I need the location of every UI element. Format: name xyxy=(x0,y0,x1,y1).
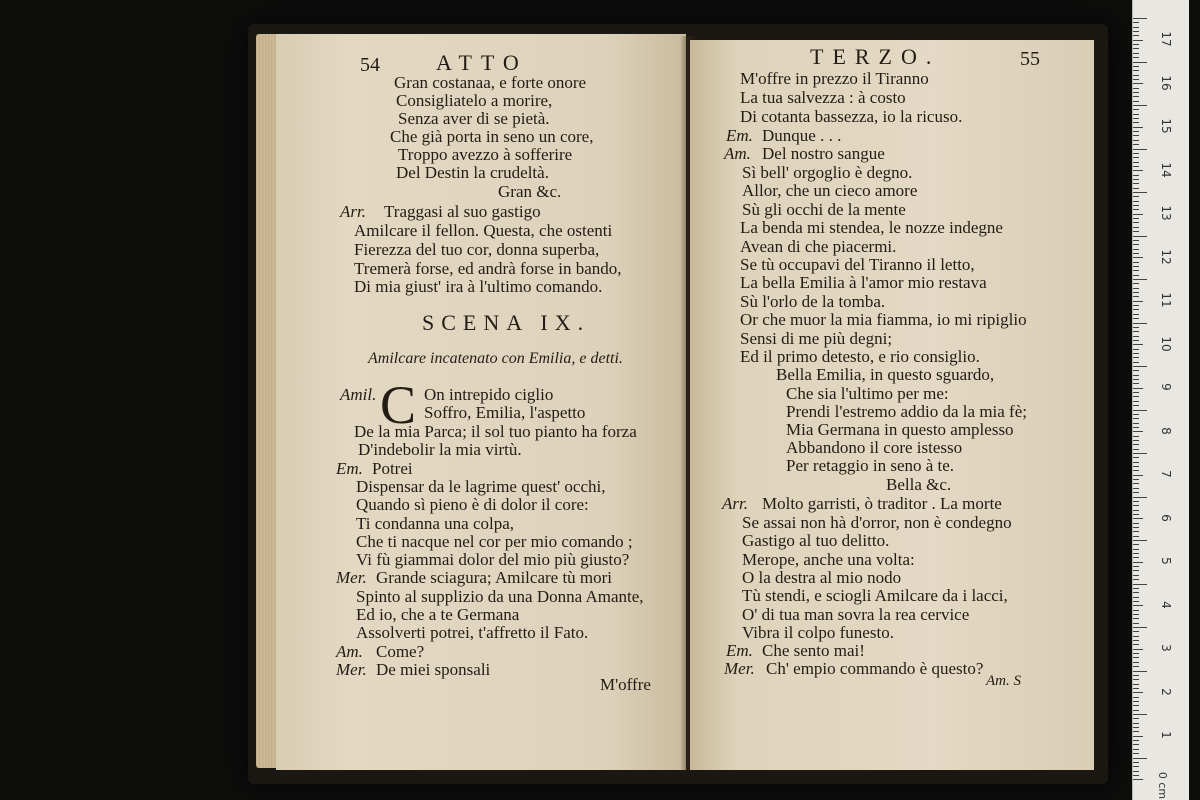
verse-line: Fierezza del tuo cor, donna superba, xyxy=(354,240,600,259)
dialogue-line: Ti condanna una colpa, xyxy=(356,514,515,533)
page-edges xyxy=(256,34,278,768)
dialogue-line: Bella &c. xyxy=(886,475,952,494)
ruler-tick xyxy=(1133,205,1139,206)
ruler-tick xyxy=(1133,610,1139,611)
ruler-tick xyxy=(1133,318,1139,319)
dialogue-line: Vi fù giammai dolor del mio più giusto? xyxy=(356,550,630,569)
ruler-tick xyxy=(1133,462,1139,463)
ruler-tick xyxy=(1133,640,1139,641)
right-page xyxy=(690,40,1094,770)
ruler-tick xyxy=(1133,614,1139,615)
ruler-tick xyxy=(1133,779,1143,780)
left-page-header: ATTO xyxy=(436,50,528,75)
ruler-number: 15 xyxy=(1159,118,1173,134)
ruler-number: 17 xyxy=(1159,31,1173,47)
dialogue-line: Abbandono il core istesso xyxy=(786,438,963,457)
ruler-tick xyxy=(1133,175,1139,176)
ruler-tick xyxy=(1133,83,1143,84)
ruler-unit: 0 cm xyxy=(1156,771,1170,800)
ruler-number: 14 xyxy=(1159,161,1173,178)
ruler-tick xyxy=(1133,231,1139,232)
ruler-tick xyxy=(1133,396,1139,397)
ruler-tick xyxy=(1133,553,1139,554)
speaker-label: Mer. xyxy=(336,568,367,587)
ruler-tick xyxy=(1133,62,1147,63)
catchword: M'offre xyxy=(600,675,651,694)
ruler-tick xyxy=(1133,749,1139,750)
ruler-tick xyxy=(1133,410,1147,411)
ruler-tick xyxy=(1133,344,1143,345)
ruler-tick xyxy=(1133,623,1139,624)
ruler-tick xyxy=(1133,366,1147,367)
ruler-tick xyxy=(1133,183,1139,184)
speaker-label: Arr. xyxy=(722,494,748,513)
ruler-tick xyxy=(1133,684,1139,685)
ruler-tick xyxy=(1133,362,1139,363)
ruler-tick xyxy=(1133,536,1139,537)
ruler-tick xyxy=(1133,270,1139,271)
dialogue-line: Se tù occupavi del Tiranno il letto, xyxy=(740,255,975,274)
ruler-tick xyxy=(1133,131,1139,132)
ruler-tick xyxy=(1133,766,1139,767)
ruler-tick xyxy=(1133,436,1139,437)
ruler-tick xyxy=(1133,196,1139,197)
verse-line: Tremerà forse, ed andrà forse in bando, xyxy=(354,259,622,278)
dialogue-line: Bella Emilia, in questo sguardo, xyxy=(776,365,995,384)
ruler-tick xyxy=(1133,135,1139,136)
verse-line: Che già porta in seno un core, xyxy=(390,127,594,146)
ruler-tick xyxy=(1133,505,1139,506)
ruler-tick xyxy=(1133,209,1139,210)
ruler-tick xyxy=(1133,149,1147,150)
ruler-tick xyxy=(1133,18,1147,19)
dialogue-line: Sù l'orlo de la tomba. xyxy=(740,292,886,311)
dialogue-line: Dispensar da le lagrime quest' occhi, xyxy=(356,477,606,496)
ruler-number: 1 xyxy=(1159,731,1173,739)
ruler-tick xyxy=(1133,388,1143,389)
ruler-tick xyxy=(1133,262,1139,263)
dialogue-line: Gastigo al tuo delitto. xyxy=(742,531,890,550)
ruler-tick xyxy=(1133,179,1139,180)
ruler-tick xyxy=(1133,501,1139,502)
dialogue-line: Potrei xyxy=(372,459,413,478)
ruler-tick xyxy=(1133,109,1139,110)
ruler-tick xyxy=(1133,488,1139,489)
ruler-tick xyxy=(1133,444,1139,445)
speaker-label: Amil. xyxy=(340,385,377,404)
ruler-tick xyxy=(1133,605,1143,606)
dialogue-line: Avean di che piacermi. xyxy=(740,237,897,256)
ruler-tick xyxy=(1133,592,1139,593)
dialogue-line: Ch' empio commando è questo? xyxy=(766,659,984,678)
dialogue-line: Come? xyxy=(376,642,425,661)
ruler-number: 2 xyxy=(1159,687,1173,696)
ruler-tick xyxy=(1133,710,1139,711)
dialogue-line: Che sento mai! xyxy=(762,641,865,660)
ruler-tick xyxy=(1133,579,1139,580)
ruler-tick xyxy=(1133,740,1139,741)
ruler-tick xyxy=(1133,431,1143,432)
ruler-tick xyxy=(1133,427,1139,428)
dialogue-line: Spinto al supplizio da una Donna Amante, xyxy=(356,587,644,606)
ruler-tick xyxy=(1133,523,1139,524)
drop-cap: C xyxy=(380,375,417,435)
ruler-number: 12 xyxy=(1159,248,1173,265)
verse-line: Consigliatelo a morire, xyxy=(396,91,553,110)
dialogue-line: Che ti nacque nel cor per mio comando ; xyxy=(356,532,633,551)
ruler-tick xyxy=(1133,570,1139,571)
ruler-tick xyxy=(1133,744,1139,745)
ruler-tick xyxy=(1133,92,1139,93)
ruler-number: 10 xyxy=(1159,335,1173,352)
ruler-tick xyxy=(1133,701,1139,702)
dialogue-line: La tua salvezza : à costo xyxy=(740,88,906,107)
ruler-tick xyxy=(1133,118,1139,119)
ruler-tick xyxy=(1133,323,1147,324)
dialogue-line: Merope, anche una volta: xyxy=(742,550,915,569)
ruler-tick xyxy=(1133,114,1139,115)
ruler-tick xyxy=(1133,692,1143,693)
ruler-tick xyxy=(1133,166,1139,167)
ruler-tick xyxy=(1133,479,1139,480)
ruler-tick xyxy=(1133,266,1139,267)
ruler-tick xyxy=(1133,249,1139,250)
ruler-tick xyxy=(1133,675,1139,676)
ruler-tick xyxy=(1133,144,1139,145)
ruler-tick xyxy=(1133,35,1139,36)
dialogue-line: Per retaggio in seno à te. xyxy=(786,456,955,475)
ruler-tick xyxy=(1133,383,1139,384)
ruler-tick xyxy=(1133,631,1139,632)
ruler-tick xyxy=(1133,236,1147,237)
speaker-label: Em. xyxy=(726,126,753,145)
verse-line: Gran &c. xyxy=(498,182,562,201)
left-page xyxy=(276,34,686,770)
dialogue-line: O la destra al mio nodo xyxy=(742,568,902,587)
ruler-tick xyxy=(1133,227,1139,228)
ruler-number: 8 xyxy=(1159,426,1173,435)
dialogue-line: Grande sciagura; Amilcare tù mori xyxy=(376,568,613,587)
dialogue-line: Del nostro sangue xyxy=(762,144,885,163)
speaker-label: Arr. xyxy=(340,202,366,221)
ruler-tick xyxy=(1133,666,1139,667)
measurement-ruler xyxy=(1132,0,1189,800)
ruler-tick xyxy=(1133,718,1139,719)
ruler-tick xyxy=(1133,636,1139,637)
ruler-tick xyxy=(1133,531,1139,532)
ruler-tick xyxy=(1133,336,1139,337)
dialogue-line: Or che muor la mia fiamma, io mi ripiglio xyxy=(740,310,1027,329)
ruler-tick xyxy=(1133,140,1139,141)
ruler-tick xyxy=(1133,557,1139,558)
ruler-tick xyxy=(1133,292,1139,293)
ruler-tick xyxy=(1133,483,1139,484)
dialogue-line: Mia Germana in questo amplesso xyxy=(786,420,1014,439)
dialogue-line: Soffro, Emilia, l'aspetto xyxy=(424,403,586,422)
ruler-tick xyxy=(1133,527,1139,528)
ruler-tick xyxy=(1133,375,1139,376)
ruler-tick xyxy=(1133,275,1139,276)
ruler-tick xyxy=(1133,497,1147,498)
ruler-tick xyxy=(1133,753,1139,754)
ruler-tick xyxy=(1133,562,1143,563)
ruler-tick xyxy=(1133,153,1139,154)
ruler-tick xyxy=(1133,510,1139,511)
ruler-tick xyxy=(1133,288,1139,289)
ruler-tick xyxy=(1133,283,1139,284)
ruler-tick xyxy=(1133,405,1139,406)
ruler-tick xyxy=(1133,762,1139,763)
ruler-tick xyxy=(1133,714,1147,715)
ruler-tick xyxy=(1133,601,1139,602)
speaker-label: Em. xyxy=(726,641,753,660)
ruler-tick xyxy=(1133,649,1143,650)
ruler-tick xyxy=(1133,662,1139,663)
speaker-label: Mer. xyxy=(336,660,367,679)
ruler-tick xyxy=(1133,423,1139,424)
ruler-tick xyxy=(1133,75,1139,76)
dialogue-line: La bella Emilia à l'amor mio restava xyxy=(740,273,987,292)
ruler-tick xyxy=(1133,736,1143,737)
ruler-tick xyxy=(1133,331,1139,332)
ruler-tick xyxy=(1133,653,1139,654)
ruler-tick xyxy=(1133,105,1147,106)
ruler-number: 5 xyxy=(1159,557,1173,565)
ruler-tick xyxy=(1133,392,1139,393)
speaker-label: Am. xyxy=(724,144,751,163)
ruler-tick xyxy=(1133,88,1139,89)
ruler-tick xyxy=(1133,201,1139,202)
ruler-tick xyxy=(1133,44,1139,45)
dialogue-line: Sù gli occhi de la mente xyxy=(742,200,906,219)
ruler-tick xyxy=(1133,27,1139,28)
ruler-tick xyxy=(1133,466,1139,467)
ruler-tick xyxy=(1133,122,1139,123)
ruler-tick xyxy=(1133,188,1139,189)
stage-direction: Amilcare incatenato con Emilia, e detti. xyxy=(368,350,623,367)
ruler-tick xyxy=(1133,301,1143,302)
dialogue-line: Sensi di me più degni; xyxy=(740,329,893,348)
ruler-tick xyxy=(1133,48,1139,49)
ruler-tick xyxy=(1133,453,1147,454)
verse-line: Amilcare il fellon. Questa, che ostenti xyxy=(354,221,613,240)
dialogue-line: M'offre in prezzo il Tiranno xyxy=(740,69,929,88)
dialogue-line: Ed io, che a te Germana xyxy=(356,605,520,624)
ruler-tick xyxy=(1133,588,1139,589)
ruler-tick xyxy=(1133,162,1139,163)
ruler-tick xyxy=(1133,597,1139,598)
verse-line: Troppo avezzo à sofferire xyxy=(398,145,573,164)
dialogue-line: O' di tua man sovra la rea cervice xyxy=(742,605,970,624)
right-page-number: 55 xyxy=(1020,48,1040,70)
ruler-number: 16 xyxy=(1159,74,1173,91)
ruler-number: 7 xyxy=(1159,470,1173,478)
ruler-tick xyxy=(1133,671,1147,672)
ruler-tick xyxy=(1133,731,1139,732)
speaker-label: Am. xyxy=(336,642,363,661)
ruler-tick xyxy=(1133,170,1143,171)
ruler-tick xyxy=(1133,492,1139,493)
dialogue-line: Vibra il colpo funesto. xyxy=(742,623,894,642)
dialogue-line: Allor, che un cieco amore xyxy=(742,181,918,200)
ruler-tick xyxy=(1133,771,1139,772)
ruler-tick xyxy=(1133,253,1139,254)
ruler-tick xyxy=(1133,470,1139,471)
ruler-tick xyxy=(1133,688,1139,689)
ruler-tick xyxy=(1133,57,1139,58)
dialogue-line: Quando sì pieno è di dolor il core: xyxy=(356,495,589,514)
ruler-tick xyxy=(1133,418,1139,419)
ruler-number: 3 xyxy=(1159,644,1173,652)
ruler-tick xyxy=(1133,705,1139,706)
ruler-tick xyxy=(1133,31,1139,32)
ruler-tick xyxy=(1133,70,1139,71)
scene-title: SCENA IX. xyxy=(422,310,591,335)
dialogue-line: Se assai non hà d'orror, non è condegno xyxy=(742,513,1012,532)
dialogue-line: D'indebolir la mia virtù. xyxy=(358,440,522,459)
dialogue-line: Assolverti potrei, t'affretto il Fato. xyxy=(356,623,589,642)
ruler-tick xyxy=(1133,566,1139,567)
dialogue-line: Che sia l'ultimo per me: xyxy=(786,384,949,403)
ruler-tick xyxy=(1133,353,1139,354)
ruler-tick xyxy=(1133,575,1139,576)
ruler-tick xyxy=(1133,327,1139,328)
dialogue-line: Ed il primo detesto, e rio consiglio. xyxy=(740,347,980,366)
ruler-tick xyxy=(1133,697,1139,698)
ruler-number: 9 xyxy=(1159,383,1173,391)
ruler-tick xyxy=(1133,192,1147,193)
ruler-tick xyxy=(1133,457,1139,458)
dialogue-line: Tù stendi, e sciogli Amilcare da i lacci, xyxy=(742,586,1008,605)
ruler-tick xyxy=(1133,518,1143,519)
ruler-tick xyxy=(1133,514,1139,515)
ruler-tick xyxy=(1133,305,1139,306)
dialogue-line: On intrepido ciglio xyxy=(424,385,554,404)
ruler-tick xyxy=(1133,440,1139,441)
catchword: Am. S xyxy=(986,673,1021,689)
ruler-tick xyxy=(1133,257,1143,258)
dialogue-line: Molto garristi, ò traditor . La morte xyxy=(762,494,1002,513)
ruler-tick xyxy=(1133,401,1139,402)
speaker-label: Em. xyxy=(336,459,363,478)
ruler-tick xyxy=(1133,775,1139,776)
ruler-tick xyxy=(1133,627,1147,628)
ruler-tick xyxy=(1133,309,1139,310)
ruler-tick xyxy=(1133,618,1139,619)
ruler-number: 6 xyxy=(1159,513,1173,522)
ruler-tick xyxy=(1133,644,1139,645)
dialogue-line: La benda mi stendea, le nozze indegne xyxy=(740,218,1003,237)
ruler-tick xyxy=(1133,357,1139,358)
ruler-tick xyxy=(1133,414,1139,415)
ruler-tick xyxy=(1133,244,1139,245)
ruler-tick xyxy=(1133,96,1139,97)
dialogue-line: Dunque . . . xyxy=(762,126,842,145)
ruler-tick xyxy=(1133,549,1139,550)
ruler-tick xyxy=(1133,370,1139,371)
ruler-tick xyxy=(1133,101,1139,102)
verse-line: Del Destin la crudeltà. xyxy=(396,163,549,182)
ruler-tick xyxy=(1133,22,1139,23)
ruler-tick xyxy=(1133,584,1147,585)
ruler-tick xyxy=(1133,66,1139,67)
ruler-tick xyxy=(1133,314,1139,315)
verse-line: Traggasi al suo gastigo xyxy=(384,202,541,221)
ruler-tick xyxy=(1133,240,1139,241)
ruler-tick xyxy=(1133,296,1139,297)
ruler-tick xyxy=(1133,679,1139,680)
ruler-tick xyxy=(1133,214,1143,215)
dialogue-line: Sì bell' orgoglio è degno. xyxy=(742,163,913,182)
ruler-tick xyxy=(1133,723,1139,724)
ruler-tick xyxy=(1133,449,1139,450)
verse-line: Senza aver di se pietà. xyxy=(398,109,550,128)
ruler-number: 13 xyxy=(1159,205,1173,221)
dialogue-line: De la mia Parca; il sol tuo pianto ha forza xyxy=(354,422,637,441)
ruler-number: 4 xyxy=(1159,600,1173,609)
ruler-tick xyxy=(1133,53,1139,54)
ruler-tick xyxy=(1133,475,1143,476)
ruler-tick xyxy=(1133,340,1139,341)
verse-line: Di mia giust' ira à l'ultimo comando. xyxy=(354,277,603,296)
ruler-tick xyxy=(1133,758,1147,759)
ruler-tick xyxy=(1133,349,1139,350)
ruler-tick xyxy=(1133,727,1139,728)
verse-line: Gran costanaa, e forte onore xyxy=(394,73,587,92)
ruler-tick xyxy=(1133,222,1139,223)
ruler-tick xyxy=(1133,127,1143,128)
ruler-tick xyxy=(1133,544,1139,545)
ruler-tick xyxy=(1133,218,1139,219)
left-page-number: 54 xyxy=(360,54,380,76)
ruler-tick xyxy=(1133,379,1139,380)
ruler-tick xyxy=(1133,657,1139,658)
dialogue-line: Prendi l'estremo addio da la mia fè; xyxy=(786,402,1027,421)
ruler-number: 11 xyxy=(1159,292,1173,308)
ruler-tick xyxy=(1133,40,1143,41)
ruler-tick xyxy=(1133,79,1139,80)
dialogue-line: De miei sponsali xyxy=(376,660,491,679)
ruler-tick xyxy=(1133,540,1147,541)
speaker-label: Mer. xyxy=(724,659,755,678)
ruler-tick xyxy=(1133,279,1147,280)
dialogue-line: Di cotanta bassezza, io la ricuso. xyxy=(740,107,963,126)
ruler-tick xyxy=(1133,157,1139,158)
right-page-header: TERZO. xyxy=(810,44,941,69)
